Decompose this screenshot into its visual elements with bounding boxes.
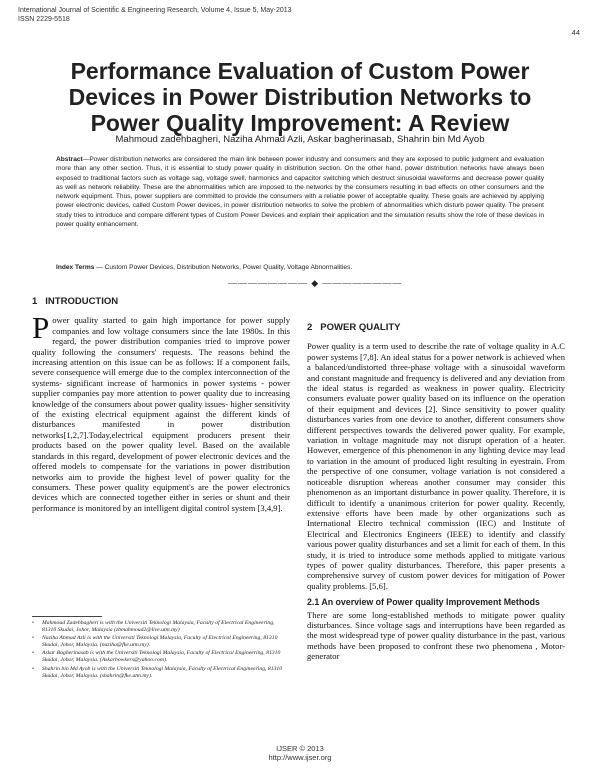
section-1-number: 1 xyxy=(32,296,38,307)
footnote-text: Askar Bagherinasab is with the Universiti Teknologi Malaysia, Faculty of Electrical Engineering, 81310 Skudai, Johor, Malaysia. (Askarbowkers@yahoo.com). xyxy=(42,650,281,664)
bullet-icon: • xyxy=(32,650,34,657)
footnote-text: Mahmoud Zadehbagheri is with the Universiti Teknologi Malaysia, Faculty of Electrical Engineering, 81310 Skudai, Johor, Malaysia (zbmahmoud2@live.utm.my) xyxy=(42,620,275,634)
section-1-title: INTRODUCTION xyxy=(45,296,119,307)
subsection-2-1-paragraph: There are some long-established methods to mitigate power quality disturbances. Since voltage sags and interruptions have been regarded as the most widespread type of power quality disturbance in the past, various methods have been proposed to confront these two phenomena , Motor-generator xyxy=(307,609,565,662)
paper-title: Performance Evaluation of Custom Power Devices in Power Distribution Networks to Power Quality Improvement: A Review xyxy=(68,58,532,136)
page-number: 44 xyxy=(571,28,580,37)
section-1-heading xyxy=(32,297,290,307)
footnote-text: Shahrin bin Md Ayob is with the Universiti Teknologi Malaysia, Faculty of Electrical Engineering, 81310 Skudai, Johor, Malaysia. (shahrin@fke.utm.my). xyxy=(42,665,283,679)
page-footer xyxy=(0,744,600,762)
footnote-item xyxy=(32,666,288,680)
footnote-item xyxy=(32,620,288,634)
issn: ISSN 2229-5518 xyxy=(18,16,70,23)
abstract: Abstract—Power distribution networks are considered the main link between power industry and consumers and they are exposed to public judgment and evaluation more than any other section. Thus, it is essential to study power quality in distribution section. On the other hand, power distribution networks have always been exposed to traditional factors such as voltage sag, voltage swell, harmonics and capacitor switching which destruct sinusoidal waveforms and decrease power quality as well as network reliability. These are the abnormalities which are imposed to the networks by the consumers resulting in bad effects on other consumers and the network equipment. Thus, power suppliers are committed to provide the consumers with a reliable power of acceptable quality. These goals are achieved by applying power electronic devices, called Custom Power devices, in power distribution networks to solve the problem of abnormalities which disturb power quality. The present study tries to introduce and compare different types of Custom Power Devices and explain their application and the simulation results show the role of these devices in power quality enhancement. xyxy=(56,156,544,229)
left-column xyxy=(32,297,290,513)
section-1-text: ower quality started to gain high importance for power supply companies and low voltage consumers since the late 1980s. In this regard, the power distribution companies tried to improve power quality following the consumers' requests. The reasons behind the increasing attention on this issue can be as follows: If a component fails, severe consequence will emerge due to the complex interconnection of the systems- significant increase of harmonics in power systems - power supplier companies pay more attention to power quality due to increasing knowledge of the consumers about power quality issues- higher sensitivity of the existing electrical equipment against the different kinds of disturbances manifested in power distribution networks[1,2,7].Today,electrical equipment producers present their products based on the power quality level. Based on the available standards in this regard, development of power electronic devices and the offered models to compensate for the variations in power distribution networks aim to provide the highest level of power quality for the consumers. These power quality equipment's are the power electronics devices which are connected together either in series or shunt and their performance is monitored by an intelligent digital control system [3,4,9]. xyxy=(32,315,290,513)
footer-copyright: IJSER © 2013 xyxy=(276,744,324,753)
footnote-item xyxy=(32,650,288,664)
subsection-2-1-number: 2.1 xyxy=(307,597,320,608)
author-footnotes xyxy=(32,616,288,681)
bullet-icon: • xyxy=(32,665,34,672)
index-terms: Index Terms — Custom Power Devices, Distribution Networks, Power Quality, Voltage Abnormalities. xyxy=(56,264,353,271)
drop-cap: P xyxy=(32,310,50,346)
index-terms-text: Custom Power Devices, Distribution Networks, Power Quality, Voltage Abnormalities. xyxy=(104,264,353,271)
subsection-2-1-title: An overview of Power quality Improvement Methods xyxy=(321,597,540,608)
footnote-item xyxy=(32,635,288,649)
bullet-icon: • xyxy=(32,620,34,626)
right-column xyxy=(307,323,565,662)
abstract-text: Power distribution networks are considered the main link between power industry and consumers and they are exposed to public judgment and evaluation more than any other section. Thus, it is essential to study power quality in distribution section. On the other hand, power distribution networks have always been exposed to traditional factors such as voltage sag, voltage swell, harmonics and capacitor switching which destruct sinusoidal waveforms and decrease power quality as well as network reliability. These are the abnormalities which are imposed to the networks by the consumers resulting in bad effects on other consumers and the network equipment. Thus, power suppliers are committed to provide the consumers with a reliable power of acceptable quality. These goals are achieved by applying power electronic devices, called Custom Power devices, in power distribution networks to solve the problem of abnormalities which disturb power quality. The present study tries to introduce and compare different types of Custom Power Devices and explain their application and the simulation results show the role of these devices in power quality enhancement. xyxy=(56,156,544,229)
section-2-paragraph: Power quality is a term used to describe the rate of voltage quality in A.C power systems [7,8]. An ideal status for a power network is achieved when a balanced/undistorted three-phase voltage with a sinusoidal waveform and constant magnitude and frequency is delivered and any deviation from the ideal status is regarded as weakness in power quality. Electricity consumers evaluate power quality based on its influence on the operation of their equipment and devices [2]. Since sensitivity to power quality disturbances varies from one device to another, different consumers show different perspectives towards the delivered power quality. For example, variation in voltage magnitude may not disrupt operation of a heater. However, emergence of this phenomenon in any lighting device may lead to variation in the amount of produced light resulting in eyestrain. From the perspective of one consumer, voltage variation is not considered a noticeable disruption whereas another consumer may consider this phenomenon as an important disturbance in power quality. Therefore, it is difficult to identify a unanimous criterion for power quality. Recently, extensive efforts have been made by other organizations such as International Electro technical commission (IEC) and Institute of Electrical and Electronics Engineers (IEEE) to identify and classify various power quality disturbances and set a limit for each of them. In this study, it is tried to introduce some methods applied to mitigate various types of power quality disturbances. Therefore, this paper presents a comprehensive survey of custom power devices for mitigation of Power quality problems. [5,6]. xyxy=(307,341,565,591)
bullet-icon: • xyxy=(32,635,34,642)
footnote-text: Naziha Ahmad Azli is with the Universiti Teknologi Malaysia, Faculty of Electrical Engineering, 81310 Skudai, Johor, Malaysia. (naziha@fke.utm.my). xyxy=(42,635,278,649)
abstract-label: Abstract xyxy=(56,156,83,163)
subsection-2-1-heading xyxy=(307,597,565,607)
journal-header xyxy=(18,6,292,24)
index-terms-label: Index Terms xyxy=(56,264,95,271)
section-2-number: 2 xyxy=(307,322,313,333)
section-1-paragraph xyxy=(32,310,290,513)
section-2-title: POWER QUALITY xyxy=(320,322,401,333)
section-separator: ———————— ◆ ———————— xyxy=(228,278,403,288)
section-2-heading xyxy=(307,323,565,333)
footer-url[interactable]: http://www.ijser.org xyxy=(268,753,332,762)
journal-line: International Journal of Scientific & Engineering Research, Volume 4, Issue 5, May-2013 xyxy=(18,7,292,14)
footnote-rule xyxy=(32,616,102,617)
author-list: Mahmoud zadehbagheri, Naziha Ahmad Azli, Askar bagherinasab, Shahrin bin Md Ayob xyxy=(115,134,485,145)
